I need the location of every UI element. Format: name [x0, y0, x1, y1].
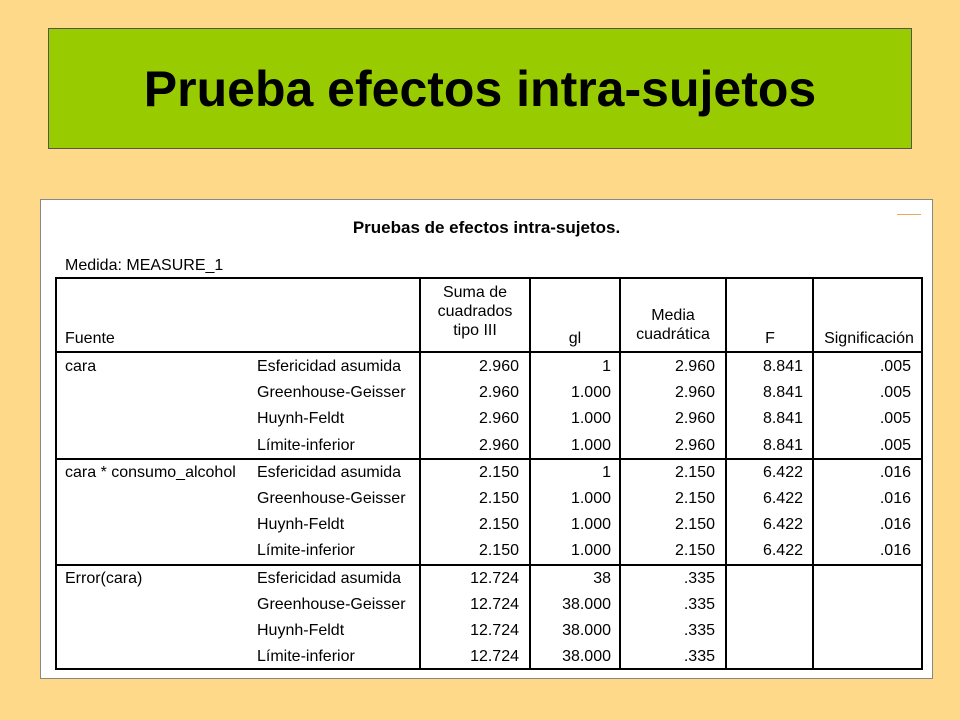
header-media-line1: Media	[651, 307, 695, 324]
cell-sig: .016	[879, 542, 911, 560]
cell-sig	[815, 618, 911, 644]
cell-ms: 2.150	[674, 463, 715, 481]
header-gl: gl	[568, 330, 582, 347]
cell-ss: 2.960	[478, 384, 519, 402]
cell-ms: .335	[683, 595, 715, 613]
cell-method: Límite-inferior	[257, 648, 355, 666]
cell-ms: 2.960	[674, 384, 715, 402]
group-rule	[55, 564, 923, 566]
source-label	[65, 618, 253, 644]
cell-method: Huynh-Feldt	[257, 622, 345, 639]
cell-f: 6.422	[762, 542, 803, 560]
table-bottom-rule	[55, 668, 923, 670]
cell-ms: 2.150	[674, 516, 715, 534]
table-right-rule	[921, 277, 923, 670]
cell-method: Límite-inferior	[257, 436, 355, 454]
cell-gl: 1.000	[570, 384, 611, 402]
table-title: Pruebas de efectos intra-sujetos.	[352, 218, 621, 237]
cell-gl: 38	[593, 569, 611, 587]
source-label: cara * consumo_alcohol	[65, 463, 236, 481]
table-left-rule	[55, 277, 57, 670]
header-media	[621, 306, 725, 344]
header-bottom-rule	[55, 351, 923, 353]
cell-ss: 12.724	[470, 595, 519, 613]
cell-gl: 38.000	[562, 648, 611, 666]
header-significacion: Significación	[824, 330, 914, 347]
cell-ms: .335	[683, 648, 715, 666]
cell-f: 6.422	[762, 490, 803, 507]
source-label	[65, 644, 253, 670]
source-label: Error(cara)	[65, 569, 143, 587]
source-label	[65, 592, 253, 618]
cell-f: 8.841	[762, 410, 803, 428]
cell-ss: 2.960	[478, 358, 519, 375]
header-suma	[421, 283, 529, 340]
header-suma-line3: tipo III	[453, 322, 497, 339]
source-label	[65, 512, 253, 538]
cell-ms: 2.960	[674, 410, 715, 428]
cell-f	[727, 566, 803, 592]
cell-f	[727, 618, 803, 644]
output-panel	[40, 199, 933, 679]
cell-sig: .005	[879, 436, 911, 454]
cell-method: Huynh-Feldt	[257, 410, 345, 428]
cell-ss: 2.960	[478, 436, 519, 454]
cell-sig	[815, 566, 911, 592]
header-media-line2: cuadrática	[636, 326, 710, 343]
col-rule	[419, 277, 421, 670]
source-label	[65, 380, 253, 406]
col-rule	[812, 277, 814, 670]
cell-method: Esfericidad asumida	[257, 569, 402, 587]
cell-ms: 2.960	[674, 358, 715, 375]
cell-gl: 38.000	[562, 595, 611, 613]
source-label	[65, 538, 253, 564]
cell-f: 8.841	[762, 384, 803, 402]
cell-ss: 12.724	[470, 569, 519, 587]
panel-mark	[897, 214, 921, 215]
cell-gl: 1.000	[570, 436, 611, 454]
cell-gl: 1.000	[570, 490, 611, 507]
header-suma-line2: cuadrados	[437, 303, 513, 320]
cell-ss: 12.724	[470, 648, 519, 666]
cell-f	[727, 592, 803, 618]
group-rule	[55, 458, 923, 460]
cell-ss: 2.150	[478, 463, 519, 481]
cell-gl: 1.000	[570, 410, 611, 428]
cell-method: Greenhouse-Geisser	[257, 490, 406, 507]
cell-sig: .016	[879, 490, 911, 507]
header-f: F	[765, 330, 775, 347]
cell-ss: 2.150	[478, 542, 519, 560]
source-label: cara	[65, 358, 97, 375]
cell-sig	[815, 592, 911, 618]
cell-ss: 12.724	[470, 622, 519, 639]
cell-sig: .016	[879, 516, 911, 534]
col-rule	[529, 277, 531, 670]
cell-method: Límite-inferior	[257, 542, 355, 560]
source-label	[65, 486, 253, 512]
cell-f: 6.422	[762, 463, 803, 481]
cell-sig: .005	[879, 410, 911, 428]
cell-ms: .335	[683, 569, 715, 587]
cell-gl: 1	[602, 358, 611, 375]
cell-method: Huynh-Feldt	[257, 516, 345, 534]
table-top-rule	[55, 277, 923, 279]
cell-sig: .016	[879, 463, 911, 481]
cell-ms: 2.150	[674, 542, 715, 560]
cell-gl: 1.000	[570, 516, 611, 534]
cell-gl: 38.000	[562, 622, 611, 639]
cell-f: 8.841	[762, 436, 803, 454]
source-label	[65, 433, 253, 459]
cell-ss: 2.150	[478, 490, 519, 507]
header-fuente: Fuente	[65, 330, 115, 347]
cell-method: Esfericidad asumida	[257, 358, 402, 375]
col-rule	[619, 277, 621, 670]
cell-f: 8.841	[762, 358, 803, 375]
cell-sig: .005	[879, 384, 911, 402]
cell-gl: 1	[602, 463, 611, 481]
cell-method: Greenhouse-Geisser	[257, 595, 406, 613]
cell-ms: 2.960	[674, 436, 715, 454]
cell-sig	[815, 644, 911, 670]
cell-method: Esfericidad asumida	[257, 463, 402, 481]
slide-title-box	[48, 28, 912, 149]
source-label	[65, 406, 253, 432]
cell-sig: .005	[879, 358, 911, 375]
cell-f: 6.422	[762, 516, 803, 534]
cell-ss: 2.960	[478, 410, 519, 428]
results-table	[55, 277, 923, 667]
cell-ss: 2.150	[478, 516, 519, 534]
measure-label: Medida: MEASURE_1	[65, 257, 224, 274]
cell-ms: .335	[683, 622, 715, 639]
slide-title: Prueba efectos intra-sujetos	[143, 60, 817, 117]
col-rule	[725, 277, 727, 670]
cell-f	[727, 644, 803, 670]
cell-ms: 2.150	[674, 490, 715, 507]
cell-gl: 1.000	[570, 542, 611, 560]
header-suma-line1: Suma de	[442, 284, 508, 301]
cell-method: Greenhouse-Geisser	[257, 384, 406, 402]
